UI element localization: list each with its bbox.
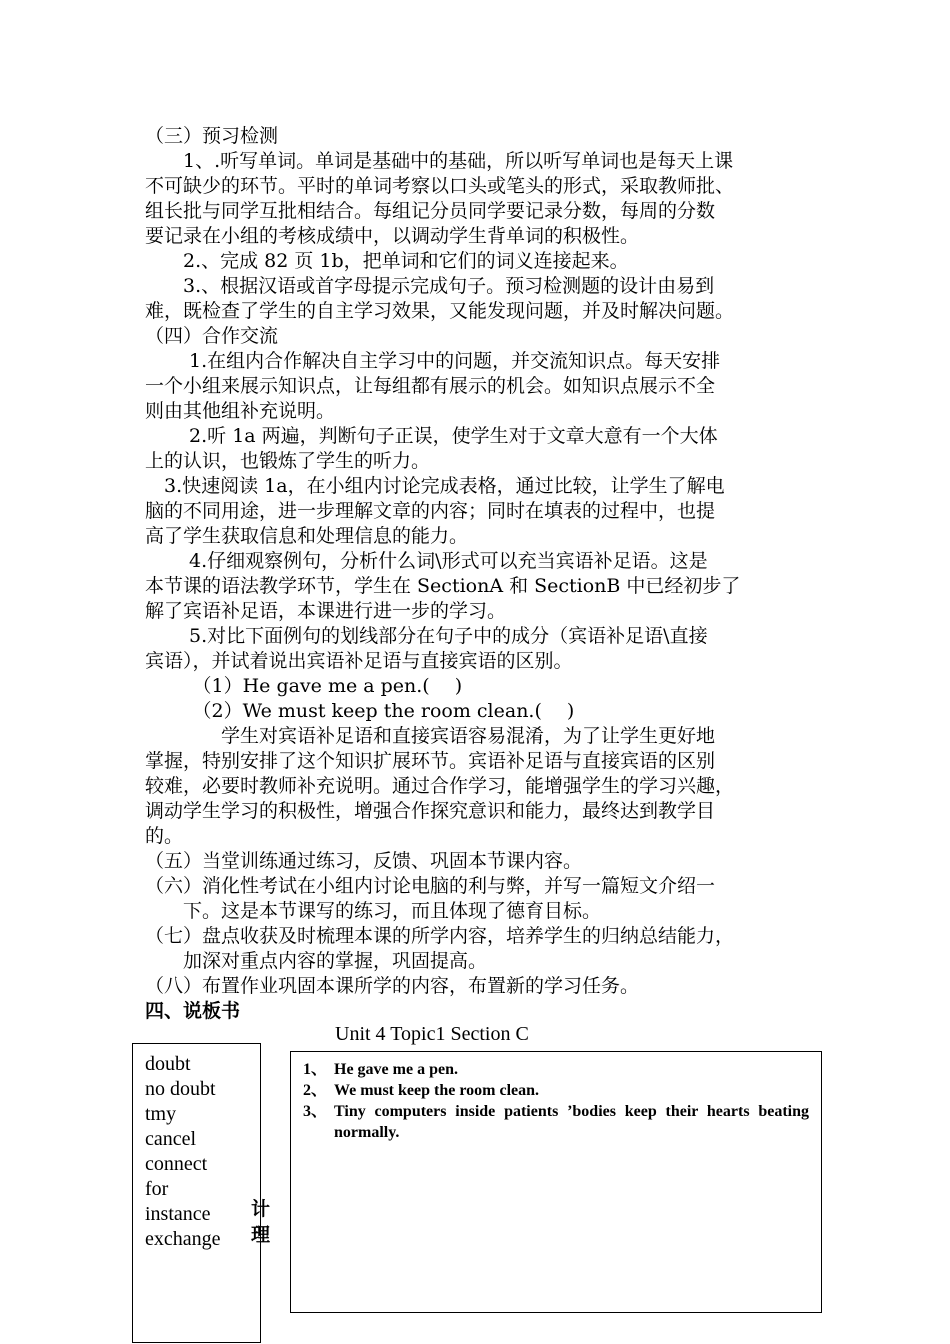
text-line: 组长批与同学互批相结合。每组记分员同学要记录分数，每周的分数 — [145, 200, 716, 222]
clipped-fragment-text: 计理 — [251, 1198, 271, 1246]
text-line: 学生对宾语补足语和直接宾语容易混淆，为了让学生更好地 — [145, 725, 716, 747]
text-line: 调动学生学习的积极性，增强合作探究意识和能力，最终达到教学目 — [145, 800, 716, 822]
text-line: （1）He gave me a pen.( ) — [145, 675, 463, 697]
text-line: （五）当堂训练通过练习，反馈、巩固本节课内容。 — [145, 850, 583, 872]
text-line: 解了宾语补足语，本课进行进一步的学习。 — [145, 600, 507, 622]
text-line: 下。这是本节课写的练习，而且体现了德育目标。 — [145, 900, 602, 922]
text-line: 宾语），并试着说出宾语补足语与直接宾语的区别。 — [145, 650, 573, 672]
vocab-word: connect — [145, 1153, 208, 1175]
text-line: 上的认识，也锻炼了学生的听力。 — [145, 450, 431, 472]
vocab-word: no doubt — [145, 1078, 216, 1100]
clipped-text-fragment — [251, 1196, 290, 1246]
text-line: （三）预习检测 — [145, 125, 279, 147]
example-number: 2、 — [303, 1082, 328, 1099]
vocab-word: doubt — [145, 1053, 191, 1075]
text-line: 5.对比下面例句的划线部分在句子中的成分（宾语补足语\直接 — [145, 625, 708, 647]
section-heading-blackboard: 四、说板书 — [145, 1000, 241, 1022]
example-sentences-box — [290, 1051, 822, 1313]
text-line: （2）We must keep the room clean.( ) — [145, 700, 575, 722]
text-line: 则由其他组补充说明。 — [145, 400, 336, 422]
text-line: 3.、根据汉语或首字母提示完成句子。预习检测题的设计由易到 — [145, 275, 715, 297]
example-text: He gave me a pen. — [334, 1061, 458, 1078]
vocab-word: exchange — [145, 1228, 221, 1250]
vocab-word: tmy — [145, 1103, 177, 1125]
text-line: 难，既检查了学生的自主学习效果，又能发现问题，并及时解决问题。 — [145, 300, 735, 322]
text-line: （六）消化性考试在小组内讨论电脑的利与弊，并写一篇短文介绍一 — [145, 875, 716, 897]
text-line: （四）合作交流 — [145, 325, 279, 347]
example-sentence — [303, 1080, 809, 1101]
text-line: 脑的不同用途，进一步理解文章的内容；同时在填表的过程中，也提 — [145, 500, 716, 522]
text-line: 2.听 1a 两遍，判断句子正误，使学生对于文章大意有一个大体 — [145, 425, 718, 447]
example-text: We must keep the room clean. — [334, 1082, 540, 1099]
text-line: 4.仔细观察例句，分析什么词\形式可以充当宾语补足语。这是 — [145, 550, 708, 572]
text-line: 2.、完成 82 页 1b，把单词和它们的词义连接起来。 — [145, 250, 629, 272]
example-sentence — [303, 1101, 809, 1143]
text-line: 加深对重点内容的掌握，巩固提高。 — [145, 950, 488, 972]
text-line: （七）盘点收获及时梳理本课的所学内容，培养学生的归纳总结能力， — [145, 925, 735, 947]
text-line: 1.在组内合作解决自主学习中的问题，并交流知识点。每天安排 — [145, 350, 721, 372]
text-line: 一个小组来展示知识点，让每组都有展示的机会。如知识点展示不全 — [145, 375, 716, 397]
example-sentence — [303, 1059, 809, 1080]
text-line: 不可缺少的环节。平时的单词考察以口头或笔头的形式，采取教师批、 — [145, 175, 735, 197]
text-line: 3.快速阅读 1a，在小组内讨论完成表格，通过比较，让学生了解电 — [145, 475, 725, 497]
example-number: 1、 — [303, 1061, 328, 1078]
text-line: 本节课的语法教学环节，学生在 SectionA 和 SectionB 中已经初步了 — [145, 575, 741, 597]
example-text: Tiny computers inside patients ’bodies keep their hearts beating normally. — [334, 1103, 809, 1141]
text-line: 高了学生获取信息和处理信息的能力。 — [145, 525, 469, 547]
vocab-word: for — [145, 1178, 169, 1200]
example-number: 3、 — [303, 1103, 328, 1120]
vocab-word: cancel — [145, 1128, 197, 1150]
vocab-word: instance — [145, 1203, 211, 1225]
vocabulary-box — [132, 1043, 261, 1343]
text-line: （八）布置作业巩固本课所学的内容，布置新的学习任务。 — [145, 975, 640, 997]
text-line: 掌握，特别安排了这个知识扩展环节。宾语补足语与直接宾语的区别 — [145, 750, 716, 772]
text-line: 较难，必要时教师补充说明。通过合作学习，能增强学生的学习兴趣， — [145, 775, 735, 797]
text-line: 的。 — [145, 825, 184, 847]
board-title: Unit 4 Topic1 Section C — [335, 1023, 529, 1045]
text-line: 要记录在小组的考核成绩中，以调动学生背单词的积极性。 — [145, 225, 640, 247]
text-line: 1、.听写单词。单词是基础中的基础，所以听写单词也是每天上课 — [145, 150, 734, 172]
